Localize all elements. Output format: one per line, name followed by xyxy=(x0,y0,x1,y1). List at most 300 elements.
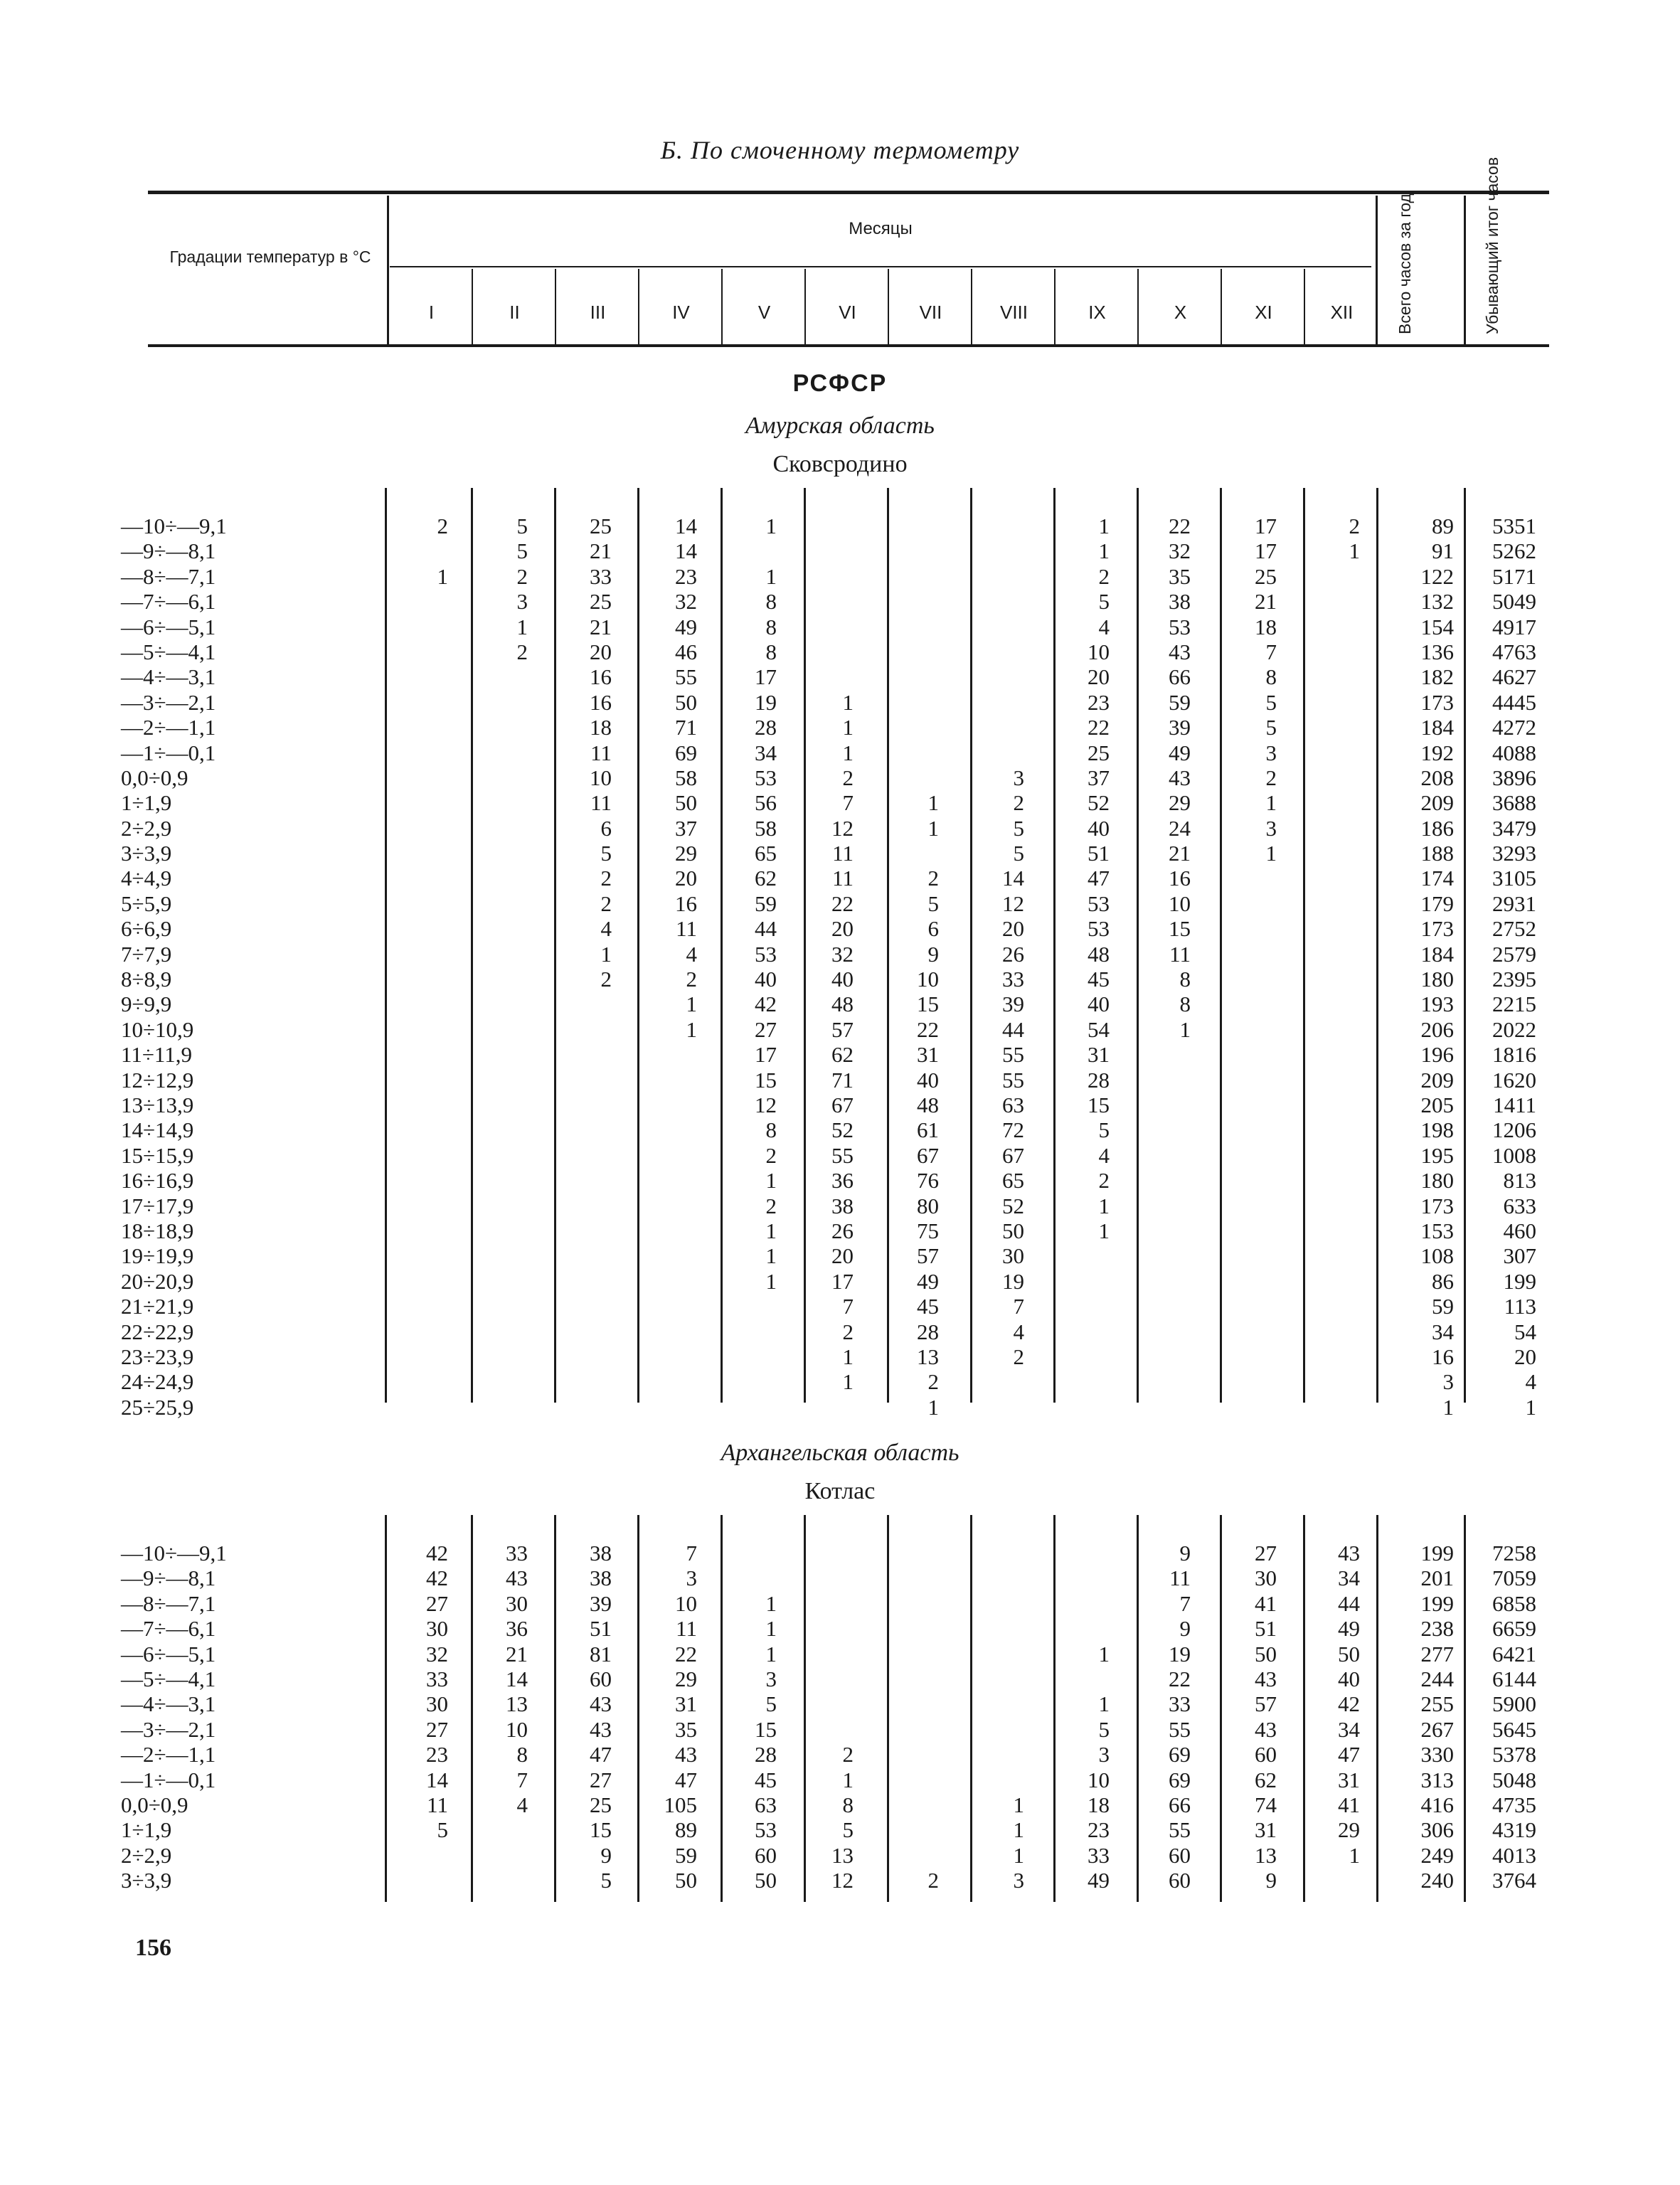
table-cell: 1 xyxy=(1098,1218,1110,1243)
gradation-label: 16÷16,9 xyxy=(121,1168,194,1193)
gradation-label: —3÷—2,1 xyxy=(121,689,216,715)
month-column xyxy=(806,514,854,1420)
table-cell: 6144 xyxy=(1492,1666,1536,1691)
table-cell xyxy=(972,1717,1024,1742)
table-cell xyxy=(556,1017,612,1042)
table-cell: 1 xyxy=(927,1394,939,1420)
table-cell xyxy=(1139,1269,1191,1294)
table-cell xyxy=(1139,1243,1191,1268)
table-cell: 9 xyxy=(1179,1541,1191,1565)
table-cell: 57 xyxy=(1255,1691,1277,1717)
table-cell xyxy=(1305,664,1360,689)
table-cell: 188 xyxy=(1420,841,1454,866)
table-cell: 1 xyxy=(765,514,777,538)
header-top-rule xyxy=(148,191,1549,194)
table-cell: 5 xyxy=(842,1817,854,1843)
table-cell xyxy=(390,538,448,563)
table-cell: 180 xyxy=(1420,1168,1454,1193)
table-cell xyxy=(889,1767,939,1792)
table-cell: 11 xyxy=(590,740,612,765)
table-cell: 1 xyxy=(1013,1792,1024,1817)
table-cell xyxy=(556,992,612,1016)
table-cell: 43 xyxy=(506,1565,528,1591)
table-cell: 1 xyxy=(765,1616,777,1642)
table-cell xyxy=(889,589,939,614)
table-cell: 7 xyxy=(842,790,854,816)
table-cell: 2 xyxy=(765,1193,777,1218)
table-cell: 238 xyxy=(1420,1616,1454,1642)
gradation-label: —7÷—6,1 xyxy=(121,589,216,615)
table-cell xyxy=(806,615,854,639)
table-cell: 5049 xyxy=(1492,589,1536,615)
table-cell: 9 xyxy=(1265,1868,1277,1893)
table-cell: 6858 xyxy=(1492,1590,1536,1616)
table-cell: 108 xyxy=(1420,1243,1454,1269)
table-cell: 59 xyxy=(755,891,777,916)
table-cell: 60 xyxy=(1169,1868,1191,1893)
table-cell xyxy=(723,1541,777,1565)
table-cell: 34 xyxy=(1338,1565,1360,1591)
table-cell: 1816 xyxy=(1492,1042,1536,1068)
table-cell xyxy=(390,1017,448,1042)
table-cell: 5 xyxy=(765,1691,777,1717)
gradation-label: 9÷9,9 xyxy=(121,992,172,1017)
table-cell: 5171 xyxy=(1492,563,1536,589)
table-cell xyxy=(889,1565,939,1590)
table-cell: 5 xyxy=(437,1817,448,1843)
month-header: II xyxy=(509,302,520,323)
table-cell: 307 xyxy=(1503,1243,1536,1269)
table-cell: 132 xyxy=(1420,589,1454,615)
gradation-label: 21÷21,9 xyxy=(121,1294,194,1319)
table-cell xyxy=(390,1319,448,1344)
table-cell xyxy=(972,589,1024,614)
table-cell: 58 xyxy=(755,815,777,841)
table-cell: 11 xyxy=(1169,941,1191,967)
month-column xyxy=(390,514,448,1420)
table-cell: 2 xyxy=(600,866,612,891)
table-cell: 7 xyxy=(516,1767,528,1792)
table-cell: 28 xyxy=(917,1319,939,1344)
table-cell: 10 xyxy=(1088,1767,1110,1792)
table-cell: 31 xyxy=(1255,1817,1277,1843)
month-column xyxy=(390,1541,448,1893)
gradation-label: —6÷—5,1 xyxy=(121,1641,216,1666)
table-cell: 1620 xyxy=(1492,1067,1536,1092)
table-cell xyxy=(972,1565,1024,1590)
month-header: IV xyxy=(672,302,690,323)
table-cell: 5 xyxy=(1098,1117,1110,1143)
table-cell: 45 xyxy=(755,1767,777,1792)
table-cell: 40 xyxy=(755,967,777,992)
table-cell xyxy=(1305,1042,1360,1067)
month-divider xyxy=(638,269,639,346)
table-cell: 69 xyxy=(1169,1767,1191,1792)
table-cell xyxy=(556,1319,612,1344)
table-cell: 23 xyxy=(1088,689,1110,715)
month-column xyxy=(889,1541,939,1893)
table-cell xyxy=(556,1369,612,1394)
table-cell xyxy=(1222,866,1277,891)
table-cell: 21 xyxy=(506,1641,528,1666)
gradation-label: —9÷—8,1 xyxy=(121,538,216,564)
table-cell: 27 xyxy=(755,1016,777,1042)
gradation-label: —8÷—7,1 xyxy=(121,563,216,589)
table-cell xyxy=(390,891,448,916)
table-cell xyxy=(390,1868,448,1893)
table-cell: 5378 xyxy=(1492,1742,1536,1767)
table-cell xyxy=(556,1068,612,1092)
table-cell xyxy=(889,740,939,765)
table-cell xyxy=(1222,1369,1277,1394)
table-cell: 3896 xyxy=(1492,765,1536,790)
table-cell: 69 xyxy=(675,740,697,765)
table-cell: 8 xyxy=(1179,992,1191,1017)
table-cell: 4763 xyxy=(1492,639,1536,664)
table-cell xyxy=(806,1541,854,1565)
table-cell: 69 xyxy=(1169,1742,1191,1767)
table-cell xyxy=(723,1319,777,1344)
table-cell xyxy=(1139,1369,1191,1394)
table-cell: 5048 xyxy=(1492,1767,1536,1792)
table-cell: 33 xyxy=(1088,1842,1110,1868)
table-cell: 1 xyxy=(842,1344,854,1369)
table-cell: 136 xyxy=(1420,639,1454,664)
table-cell: 1 xyxy=(842,715,854,740)
column-rule xyxy=(385,488,387,1403)
table-cell: 249 xyxy=(1420,1842,1454,1868)
gradation-label: —10÷—9,1 xyxy=(121,514,227,538)
table-cell: 12 xyxy=(831,1868,854,1893)
table-cell: 3293 xyxy=(1492,841,1536,866)
table-cell xyxy=(473,1817,528,1842)
table-cell: 2 xyxy=(686,967,697,992)
table-cell xyxy=(1305,615,1360,639)
table-cell xyxy=(889,1742,939,1767)
table-cell xyxy=(806,1616,854,1641)
table-cell xyxy=(1305,841,1360,866)
table-cell: 199 xyxy=(1503,1268,1536,1294)
table-cell: 8 xyxy=(765,1117,777,1143)
table-cell xyxy=(390,1168,448,1193)
table-cell xyxy=(1139,1344,1191,1369)
table-cell xyxy=(972,639,1024,664)
table-cell xyxy=(473,715,528,740)
table-cell: 5 xyxy=(516,514,528,538)
month-divider xyxy=(971,269,972,346)
gradation-label: 7÷7,9 xyxy=(121,941,172,967)
table-cell: 49 xyxy=(1169,740,1191,765)
table-cell: 63 xyxy=(755,1792,777,1817)
table-cell xyxy=(1056,1541,1110,1565)
table-cell xyxy=(1222,967,1277,992)
table-cell: 3 xyxy=(765,1666,777,1691)
table-cell: 89 xyxy=(1432,514,1454,538)
table-cell: 51 xyxy=(1088,841,1110,866)
table-cell: 59 xyxy=(1169,689,1191,715)
table-cell xyxy=(806,514,854,538)
table-cell: 11 xyxy=(1169,1565,1191,1591)
table-cell xyxy=(1139,1294,1191,1319)
table-cell xyxy=(390,942,448,967)
table-cell: 65 xyxy=(755,841,777,866)
table-cell: 35 xyxy=(675,1716,697,1742)
table-cell: 46 xyxy=(675,639,697,664)
months-underline xyxy=(390,266,1371,267)
table-cell xyxy=(473,1117,528,1142)
table-cell xyxy=(1305,1269,1360,1294)
table-cell: 55 xyxy=(1169,1716,1191,1742)
gradation-label: 5÷5,9 xyxy=(121,891,172,916)
table-cell xyxy=(1305,1117,1360,1142)
table-cell xyxy=(1305,765,1360,790)
table-cell: 33 xyxy=(1169,1691,1191,1717)
table-cell xyxy=(639,1117,697,1142)
table-cell: 7258 xyxy=(1492,1541,1536,1565)
table-cell: 4627 xyxy=(1492,664,1536,690)
table-cell: 9 xyxy=(600,1842,612,1868)
gradation-label: 1÷1,9 xyxy=(121,790,172,816)
page-number: 156 xyxy=(135,1935,171,1961)
table-cell: 1 xyxy=(842,1767,854,1792)
table-cell: 7 xyxy=(842,1294,854,1319)
table-cell xyxy=(1222,992,1277,1016)
gradation-label: 1÷1,9 xyxy=(121,1817,172,1843)
table-cell xyxy=(723,538,777,563)
gradation-label: 0,0÷0,9 xyxy=(121,765,188,790)
gradation-column xyxy=(121,1541,292,1893)
table-cell: 28 xyxy=(755,715,777,740)
table-cell xyxy=(556,1143,612,1168)
table-cell: 21 xyxy=(1169,841,1191,866)
gradation-label: 19÷19,9 xyxy=(121,1243,194,1269)
table-cell xyxy=(1056,1243,1110,1268)
table-cell: 30 xyxy=(426,1691,448,1717)
table-cell: 21 xyxy=(1255,589,1277,615)
table-cell: 55 xyxy=(675,664,697,690)
table-cell: 23 xyxy=(426,1742,448,1767)
month-column xyxy=(473,1541,528,1893)
month-header: X xyxy=(1174,302,1187,323)
table-cell: 60 xyxy=(1255,1742,1277,1767)
cumulative-column xyxy=(1466,514,1536,1420)
table-cell xyxy=(806,639,854,664)
table-cell xyxy=(390,1092,448,1117)
table-cell: 49 xyxy=(1088,1868,1110,1893)
table-cell: 42 xyxy=(755,992,777,1017)
table-cell: 22 xyxy=(1088,715,1110,740)
table-cell: 1 xyxy=(842,740,854,765)
table-cell: 5 xyxy=(1013,815,1024,841)
table-cell: 16 xyxy=(590,689,612,715)
table-cell xyxy=(1305,1868,1360,1893)
gradation-label: 8÷8,9 xyxy=(121,967,172,992)
table-cell: 4 xyxy=(1098,1142,1110,1168)
table-cell xyxy=(889,639,939,664)
month-column xyxy=(889,514,939,1420)
table-cell: 27 xyxy=(426,1716,448,1742)
table-cell: 1 xyxy=(600,941,612,967)
table-cell xyxy=(1305,967,1360,992)
table-cell: 25 xyxy=(1088,740,1110,765)
table-cell xyxy=(1305,1395,1360,1420)
table-cell xyxy=(723,1565,777,1590)
table-cell xyxy=(972,1666,1024,1691)
table-cell: 12 xyxy=(831,815,854,841)
table-cell xyxy=(390,1294,448,1319)
table-cell xyxy=(556,1218,612,1243)
gradation-label: 13÷13,9 xyxy=(121,1092,194,1117)
table-cell: 1 xyxy=(1179,1016,1191,1042)
table-cell: 199 xyxy=(1420,1541,1454,1565)
table-cell xyxy=(1222,1344,1277,1369)
table-cell: 66 xyxy=(1169,664,1191,690)
table-cell: 2 xyxy=(927,1369,939,1395)
table-cell: 7 xyxy=(1179,1590,1191,1616)
table-cell: 14 xyxy=(675,514,697,538)
table-cell: 15 xyxy=(755,1716,777,1742)
table-cell: 16 xyxy=(675,891,697,916)
table-cell: 22 xyxy=(1169,1666,1191,1691)
table-cell xyxy=(1222,891,1277,916)
table-cell xyxy=(473,1143,528,1168)
table-cell xyxy=(390,1068,448,1092)
table-cell: 3105 xyxy=(1492,866,1536,891)
table-cell: 22 xyxy=(1169,514,1191,538)
table-cell xyxy=(1139,1168,1191,1193)
table-cell xyxy=(390,866,448,891)
table-cell xyxy=(390,790,448,815)
table-cell: 2 xyxy=(600,967,612,992)
table-cell: 40 xyxy=(1088,992,1110,1017)
gradation-label: 3÷3,9 xyxy=(121,841,172,866)
table-cell: 62 xyxy=(1255,1767,1277,1792)
table-cell: 29 xyxy=(1169,790,1191,816)
table-cell: 11 xyxy=(676,916,697,942)
table-cell: 25 xyxy=(590,514,612,538)
table-cell: 6 xyxy=(600,815,612,841)
gradation-label: 2÷2,9 xyxy=(121,1842,172,1868)
table-cell xyxy=(972,615,1024,639)
table-cell xyxy=(1305,1017,1360,1042)
table-cell xyxy=(972,1369,1024,1394)
table-cell: 20 xyxy=(831,916,854,942)
gradation-label: 10÷10,9 xyxy=(121,1016,194,1042)
table-cell: 8 xyxy=(765,589,777,615)
table-cell xyxy=(1056,1269,1110,1294)
table-cell xyxy=(889,765,939,790)
table-cell xyxy=(972,564,1024,589)
table-cell: 196 xyxy=(1420,1042,1454,1068)
table-cell: 43 xyxy=(1169,765,1191,790)
total-column xyxy=(1378,514,1454,1420)
table-cell: 5 xyxy=(1265,689,1277,715)
oblast-title: Архангельская область xyxy=(721,1440,959,1466)
table-cell: 15 xyxy=(755,1067,777,1092)
table-cell: 29 xyxy=(1338,1817,1360,1843)
table-cell xyxy=(889,1642,939,1666)
table-cell: 2 xyxy=(927,1868,939,1893)
table-cell: 460 xyxy=(1503,1218,1536,1243)
gradation-label: 25÷25,9 xyxy=(121,1394,194,1420)
table-cell: 50 xyxy=(1002,1218,1024,1243)
table-cell xyxy=(1222,1193,1277,1218)
table-cell: 14 xyxy=(1002,866,1024,891)
table-cell: 2 xyxy=(1013,790,1024,816)
table-cell: 15 xyxy=(590,1817,612,1843)
table-cell xyxy=(556,1042,612,1067)
table-cell: 10 xyxy=(675,1590,697,1616)
table-cell: 15 xyxy=(1088,1092,1110,1117)
table-cell xyxy=(889,715,939,740)
table-cell: 43 xyxy=(1255,1716,1277,1742)
table-cell xyxy=(390,916,448,941)
table-cell xyxy=(723,1395,777,1420)
table-cell: 267 xyxy=(1420,1716,1454,1742)
table-cell: 3 xyxy=(1013,765,1024,790)
table-cell: 53 xyxy=(755,941,777,967)
gradation-label: 24÷24,9 xyxy=(121,1369,194,1395)
table-cell: 41 xyxy=(1338,1792,1360,1817)
table-cell xyxy=(639,1319,697,1344)
table-cell: 3 xyxy=(1013,1868,1024,1893)
table-cell xyxy=(1056,1616,1110,1641)
table-cell xyxy=(889,1541,939,1565)
table-cell xyxy=(1139,1193,1191,1218)
table-cell: 2 xyxy=(1098,1168,1110,1193)
table-cell xyxy=(473,942,528,967)
table-cell xyxy=(473,816,528,841)
table-cell: 52 xyxy=(1088,790,1110,816)
table-cell xyxy=(889,1616,939,1641)
table-cell xyxy=(639,1193,697,1218)
table-cell xyxy=(889,664,939,689)
table-cell: 28 xyxy=(755,1742,777,1767)
table-cell: 39 xyxy=(1169,715,1191,740)
table-cell xyxy=(556,1193,612,1218)
table-cell: 49 xyxy=(1338,1616,1360,1642)
gradation-label: 23÷23,9 xyxy=(121,1344,194,1369)
gradation-label: —5÷—4,1 xyxy=(121,1666,216,1691)
table-cell: 37 xyxy=(1088,765,1110,790)
table-cell: 8 xyxy=(516,1742,528,1767)
table-cell xyxy=(1305,1143,1360,1168)
table-cell xyxy=(972,1642,1024,1666)
table-cell: 15 xyxy=(1169,916,1191,942)
table-cell xyxy=(390,639,448,664)
table-cell: 11 xyxy=(590,790,612,816)
table-cell: 17 xyxy=(1255,538,1277,564)
month-column xyxy=(1222,514,1277,1420)
table-cell xyxy=(1305,1344,1360,1369)
table-cell: 4917 xyxy=(1492,614,1536,639)
table-cell xyxy=(1305,992,1360,1016)
table-cell: 11 xyxy=(832,841,854,866)
table-cell xyxy=(473,1218,528,1243)
table-cell: 40 xyxy=(1338,1666,1360,1691)
table-cell xyxy=(390,1843,448,1868)
table-cell: 1206 xyxy=(1492,1117,1536,1143)
table-cell: 201 xyxy=(1420,1565,1454,1591)
table-cell xyxy=(889,564,939,589)
table-cell: 1 xyxy=(1098,538,1110,564)
table-cell: 42 xyxy=(426,1541,448,1565)
table-cell: 11 xyxy=(427,1792,448,1817)
table-cell: 4 xyxy=(600,916,612,942)
table-cell: 22 xyxy=(917,1016,939,1042)
table-cell: 55 xyxy=(1002,1067,1024,1092)
table-cell: 306 xyxy=(1420,1817,1454,1843)
